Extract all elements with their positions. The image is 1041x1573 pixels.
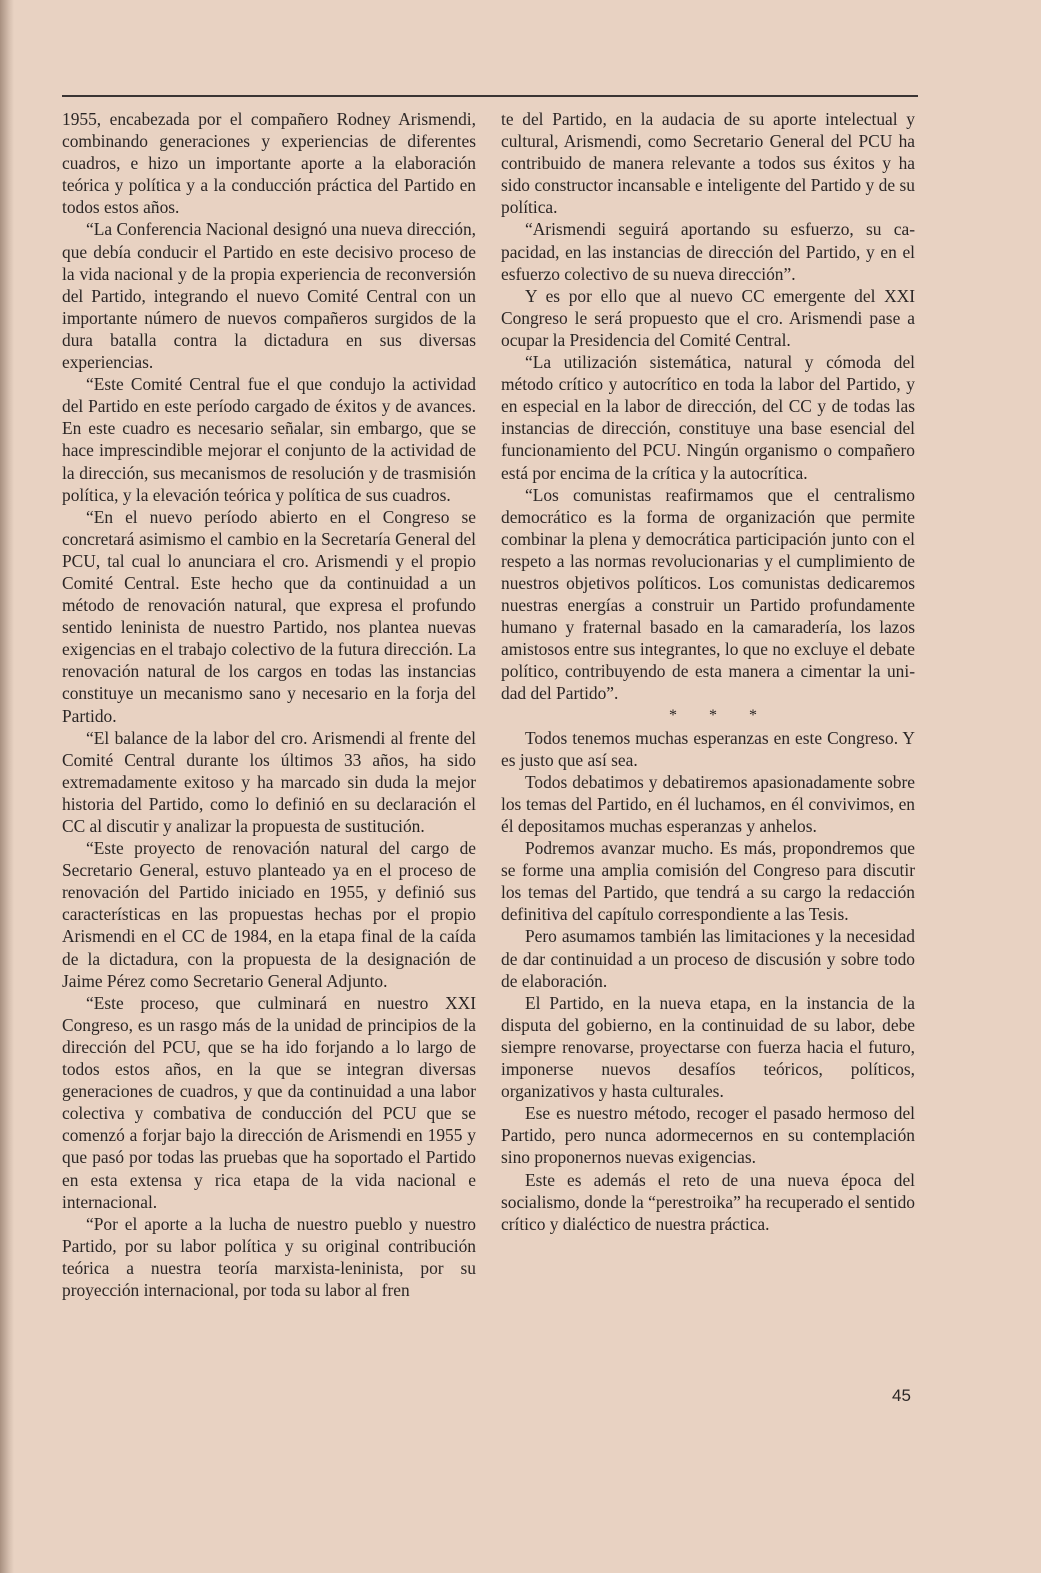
paragraph: Podremos avanzar mucho. Es más, propondremos que se forme una amplia comisión del Congreso para discutir los temas del Partido, que tendrá a su cargo la redacción definitiva del capítulo correspondiente a las Tesis. [501,838,915,925]
right-column [501,108,915,1235]
paragraph: Todos debatimos y debatiremos apasionadamente sobre los temas del Partido, en él luchamos, en él convivimos, en él depositamos muchas esperanzas y anhelos. [501,771,915,836]
paragraph: “Los comunistas reafirmamos que el centralismo democrático es la forma de organización que permite combinar la plena y democrática participación junto con el respeto a las normas revolucionarias y el cumplimiento de nuestros objetivos políticos. Los comunistas dedicaremos nuestras energías a construir un Partido profundamente humano y fraternal basado en la camaradería, los lazos amistosos entre sus integrantes, lo que no excluye el debate político, contribuyendo de esta manera a cimentar la unidad del Partido”. [501,484,915,704]
left-column [62,108,476,1301]
paragraph: te del Partido, en la audacia de su aporte intelectual y cultural, Arismendi, como Secretario General del PCU ha contribuido de manera relevante a todos sus éxitos y ha sido constructor incansable e inteligente del Partido y de su política. [501,109,915,218]
paragraph: “Este Comité Central fue el que condujo la actividad del Partido en este período cargado de éxitos y de avances. En este cuadro es necesario señalar, sin embargo, que se hace imprescindible mejorar el conjunto de la actividad de la dirección, sus mecanismos de resolución y de trasmisión política, y la elevación teórica y política de sus cuadros. [62,374,476,505]
paragraph: Todos tenemos muchas esperanzas en este Congreso. Y es justo que así sea. [501,727,915,770]
paragraph: El Partido, en la nueva etapa, en la instancia de la disputa del gobierno, en la continuidad de su labor, debe siempre renovarse, proyectarse con fuerza hacia el futuro, imponerse nuevos desafíos teóricos, políticos, organizativos y hasta culturales. [501,992,915,1102]
paragraph: “El balance de la labor del cro. Arismendi al frente del Comité Central durante los últimos 33 años, ha sido extremadamente exitoso y ha marcado sin duda la mejor historia del Partido, como lo definió en su declaración el CC al discutir y analizar la propuesta de sustitución. [62,727,476,836]
paragraph: “Este proceso, que culminará en nuestro XXI Congreso, es un rasgo más de la unidad de principios de la dirección del PCU, que se ha ido forjando a lo largo de todos estos años, en la que se integran diversas generaciones de cuadros, y que da continuidad a una labor colectiva y combativa de conducción del PCU que se comenzó a forjar bajo la dirección de Arismendi en 1955 y que pasó por todas las pruebas que ha soportado el Partido en esta extensa y rica etapa de la vida nacional e internacional. [62,992,476,1212]
paragraph: “En el nuevo período abierto en el Congreso se concretará asimismo el cambio en la Secretaría General del PCU, tal cual lo anunciara el cro. Arismendi y el propio Comité Central. Este hecho que da continuidad a un método de renovación natural, que expresa el profundo sentido leninista de nuestro Partido, nos plantea nuevas exigencias en el trabajo colectivo de la futura dirección. La renovación natural de los cargos en todas las instancias constituye un mecanismo sano y necesario en la forja del Partido. [62,506,476,726]
paragraph: “Arismendi seguirá aportando su esfuerzo, su capacidad, en las instancias de dirección del Partido, y en el esfuerzo colectivo de su nueva dirección”. [501,219,915,284]
paragraph: Este es además el reto de una nueva época del socialismo, donde la “perestroika” ha recuperado el sentido crítico y dialéctico de nuestra práctica. [501,1169,915,1234]
paragraph: Pero asumamos también las limitaciones y la necesidad de dar continuidad a un proceso de discusión y sobre todo de elaboración. [501,926,915,991]
paragraph: “Por el aporte a la lucha de nuestro pueblo y nuestro Partido, por su labor política y su original contribución teórica a nuestra teoría marxista-leninista, por su proyección internacional, por toda su labor al fren [62,1213,476,1300]
page-binding-edge [0,0,14,1573]
paragraph: 1955, encabezada por el compañero Rodney Arismendi, combinando generaciones y experiencias de diferentes cuadros, e hizo un importante aporte a la elaboración teórica y política y a la conducción práctica del Partido en todos estos años. [62,109,476,218]
page-number: 45 [892,1386,911,1405]
paragraph: “Este proyecto de renovación natural del cargo de Secretario General, estuvo planteado ya en el proceso de renovación del Partido iniciado en 1955, y definió sus características en las propuestas hechas por el propio Arismendi en el CC de 1984, en la etapa final de la caída de la dictadura, con la propuesta de la designación de Jaime Pérez como Secretario General Adjunto. [62,838,476,991]
paragraph: “La Conferencia Nacional designó una nueva dirección, que debía conducir el Partido en este decisivo proceso de la vida nacional y de la propia experiencia de reconversión del Partido, integrando el nuevo Comité Central con un importante número de nuevos compañeros surgidos de la dura batalla contra la dictadura en sus diversas experiencias. [62,219,476,373]
section-separator: * * * [669,706,771,724]
paragraph: “La utilización sistemática, natural y cómoda del método crítico y autocrítico en toda la labor del Partido, y en especial en la labor de dirección, del CC y de todas las instancias de dirección, constituye una base esencial del funcionamiento del PCU. Ningún organismo o compañero está por encima de la crítica y la autocrítica. [501,352,915,483]
top-rule [62,95,918,97]
paragraph: Y es por ello que al nuevo CC emergente del XXI Congreso le será propuesto que el cro. Arismendi pase a ocupar la Presidencia del Comité Central. [501,285,915,350]
paragraph: Ese es nuestro método, recoger el pasado hermoso del Partido, pero nunca adormecernos en su contemplación sino proponernos nuevas exigencias. [501,1103,915,1168]
